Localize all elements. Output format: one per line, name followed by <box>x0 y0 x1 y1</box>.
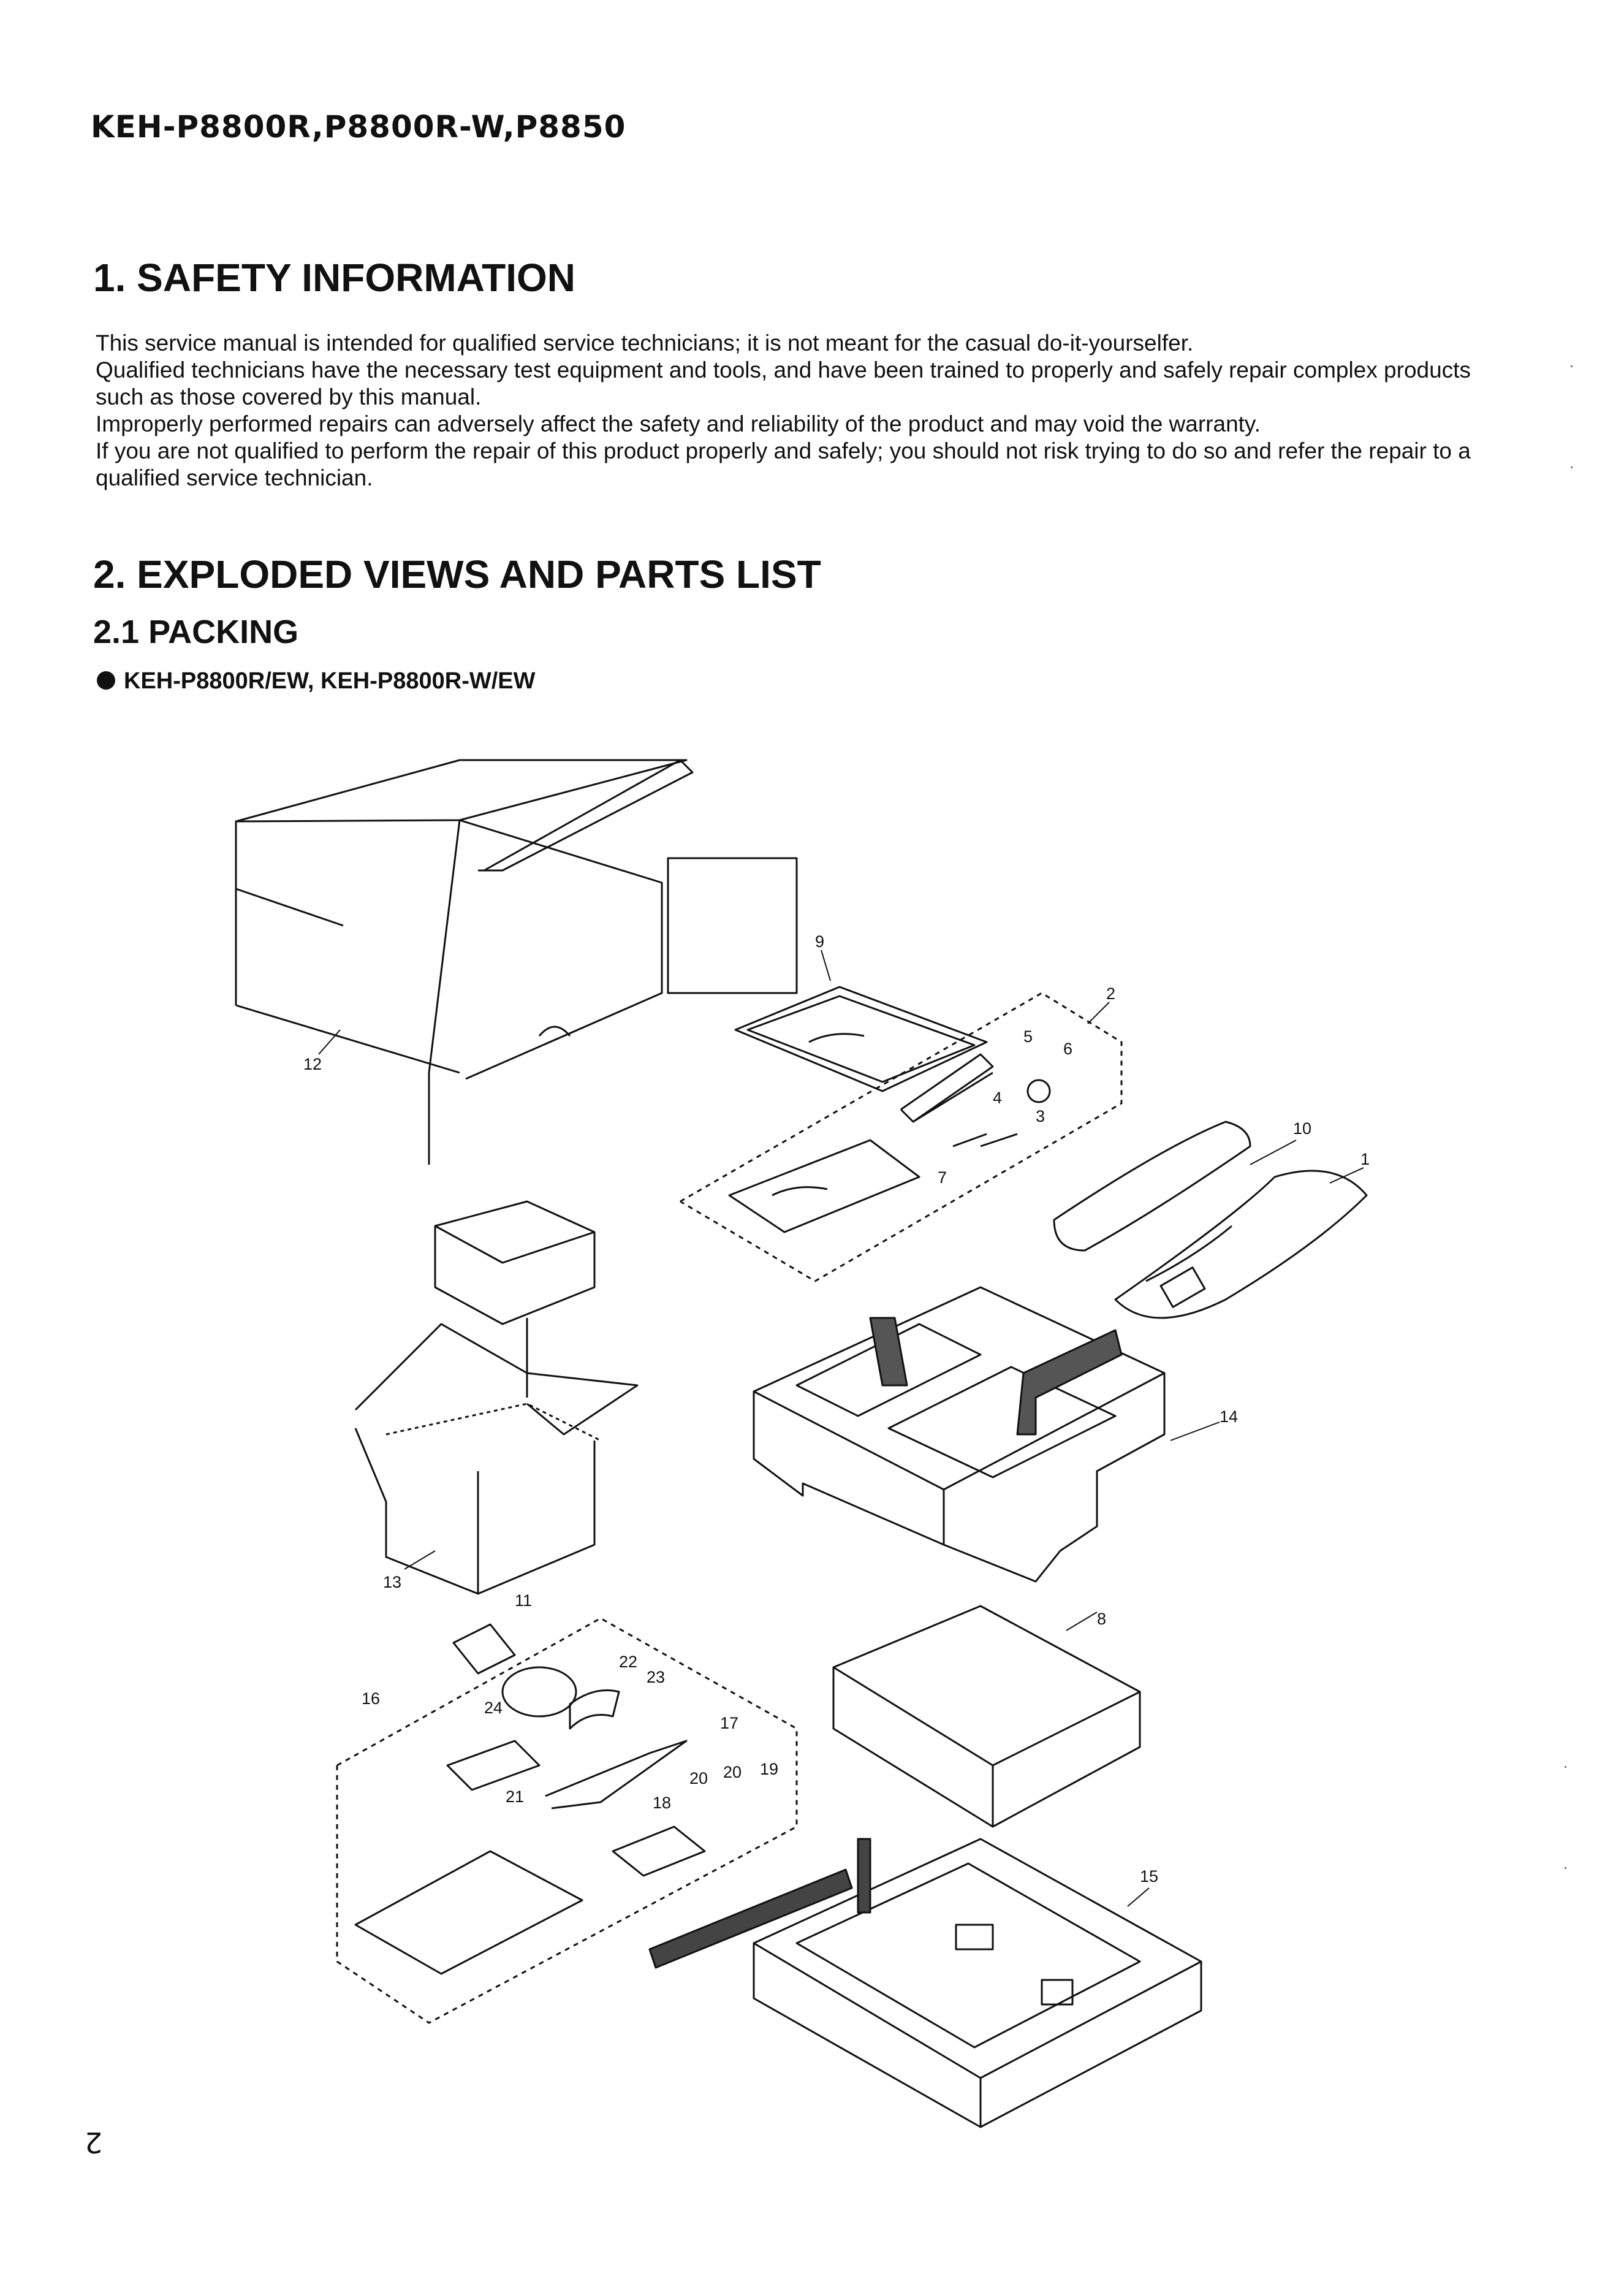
callout-6: 6 <box>1063 1040 1073 1058</box>
edge-mark: · <box>1569 356 1575 375</box>
head-unit-bag-drawing <box>833 1606 1140 1827</box>
exploded-section-title: 2. EXPLODED VIEWS AND PARTS LIST <box>93 552 821 596</box>
callout-10: 10 <box>1293 1119 1312 1138</box>
callout-13: 13 <box>383 1573 402 1591</box>
callout-12: 12 <box>303 1055 322 1073</box>
callout-19: 19 <box>760 1760 779 1778</box>
safety-line: This service manual is intended for qualified service technicians; it is not meant for the casual do-it-yourselfer. <box>96 330 1194 356</box>
packing-subsection-title: 2.1 PACKING <box>93 614 299 650</box>
callout-24: 24 <box>484 1699 503 1717</box>
model-header: KEH-P8800R,P8800R-W,P8850 <box>91 109 626 145</box>
callout-3: 3 <box>1036 1107 1045 1125</box>
safety-line: Improperly performed repairs can adversely affect the safety and reliability of the product and may void the warranty. <box>96 411 1261 436</box>
edge-mark: · <box>1569 457 1575 476</box>
callout-20a: 20 <box>689 1769 708 1787</box>
callout-1: 1 <box>1360 1150 1370 1168</box>
callout-14: 14 <box>1220 1407 1239 1426</box>
callout-20b: 20 <box>723 1763 742 1781</box>
callout-leaders <box>319 950 1364 1906</box>
outer-carton-drawing <box>236 760 797 1165</box>
safety-section-title: 1. SAFETY INFORMATION <box>93 256 575 300</box>
individual-carton-drawing <box>355 1201 637 1594</box>
page-number: 2 <box>85 2126 103 2159</box>
callout-4: 4 <box>993 1089 1003 1107</box>
callout-22: 22 <box>619 1653 638 1671</box>
safety-line: Qualified technicians have the necessary test equipment and tools, and have been trained to properly and safely repair complex products such as those covered by this manual. <box>96 357 1471 409</box>
callout-21: 21 <box>506 1787 525 1806</box>
callout-11: 11 <box>515 1591 533 1610</box>
callout-15: 15 <box>1140 1867 1159 1886</box>
edge-mark: · <box>1563 1756 1569 1775</box>
cord-bags-drawing <box>1054 1122 1367 1318</box>
accessory-kit-outline <box>680 993 1121 1281</box>
callout-23: 23 <box>647 1668 666 1686</box>
lower-foam-tray-drawing <box>650 1839 1201 2127</box>
remote-kit-outline <box>337 1618 797 2023</box>
callout-8: 8 <box>1097 1610 1107 1628</box>
callout-5: 5 <box>1023 1027 1033 1046</box>
callout-2: 2 <box>1106 984 1116 1003</box>
callout-18: 18 <box>653 1794 672 1812</box>
edge-mark: · <box>1563 1857 1569 1876</box>
callout-7: 7 <box>938 1168 947 1187</box>
callout-9: 9 <box>815 932 825 951</box>
model-list-text: KEH-P8800R/EW, KEH-P8800R-W/EW <box>124 668 536 694</box>
callout-17: 17 <box>720 1714 739 1732</box>
safety-line: If you are not qualified to perform the repair of this product properly and safely; you should not risk trying to do so and refer the repair to a qualified service technician. <box>96 438 1471 490</box>
upper-foam-tray-drawing <box>754 1287 1164 1581</box>
accessory-items-drawing <box>729 1054 1050 1232</box>
callout-16: 16 <box>362 1689 381 1708</box>
